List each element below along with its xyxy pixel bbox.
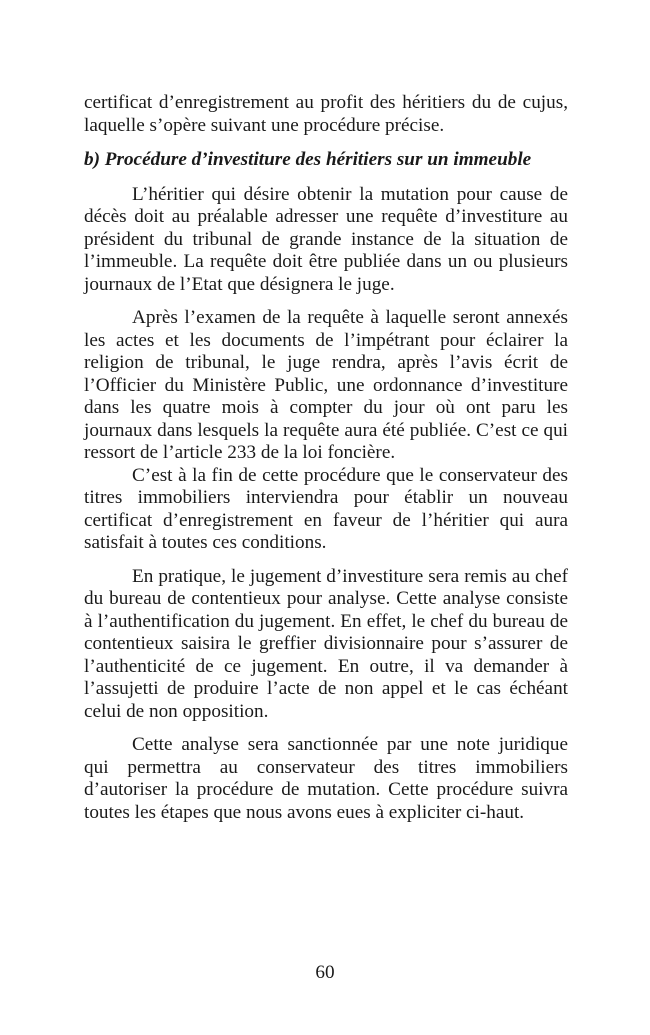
paragraph-pratique: En pratique, le jugement d’investiture sera remis au chef du bureau de contentieux pour analyse. Cette analyse consiste à l’authentification du jugement. En effet, le chef du bureau de contentieux saisira le greffier divisionnaire pour s’assurer de l’authenticité de ce jugement. En outre, il va demander à l’assujetti de produire l’acte de non appel et le cas échéant celui de non opposition. [84,565,568,722]
section-heading: b) Procédure d’investiture des héritiers sur un immeuble [84,149,532,170]
paragraph-requete: L’héritier qui désire obtenir la mutation pour cause de décès doit au préalable adresser une requête d’investiture au président du tribunal de grande instance de la situation de l’immeuble. La requête doit être publiée dans un ou plusieurs journaux de l’Etat que désignera le juge. [84,183,568,295]
paragraph-examen: Après l’examen de la requête à laquelle seront annexés les actes et les documents de l’impétrant pour éclairer la religion de tribunal, le juge rendra, après l’avis écrit de l’Officier du Ministère Public, une ordonnance d’investiture dans les quatre mois à compter du jour où ont paru les journaux dans lesquels la requête aura été publiée. C’est ce qui ressort de l’article 233 de la loi foncière. [84,307,568,463]
document-page [84,92,568,824]
paragraph-conservateur: C’est à la fin de cette procédure que le conservateur des titres immobiliers interviendra pour établir un nouveau certificat d’enregistrement en faveur de l’héritier qui aura satisfait à toutes ces conditions. [84,464,568,553]
paragraph-analyse: Cette analyse sera sanctionnée par une note juridique qui permettra au conservateur des titres immobiliers d’autoriser la procédure de mutation. Cette procédure suivra toutes les étapes que nous avons eues à expliciter ci-haut. [84,734,568,823]
page-number: 60 [315,962,335,983]
paragraph-continuation: certificat d’enregistrement au profit des héritiers du de cujus, laquelle s’opère suivant une procédure précise. [84,92,568,136]
